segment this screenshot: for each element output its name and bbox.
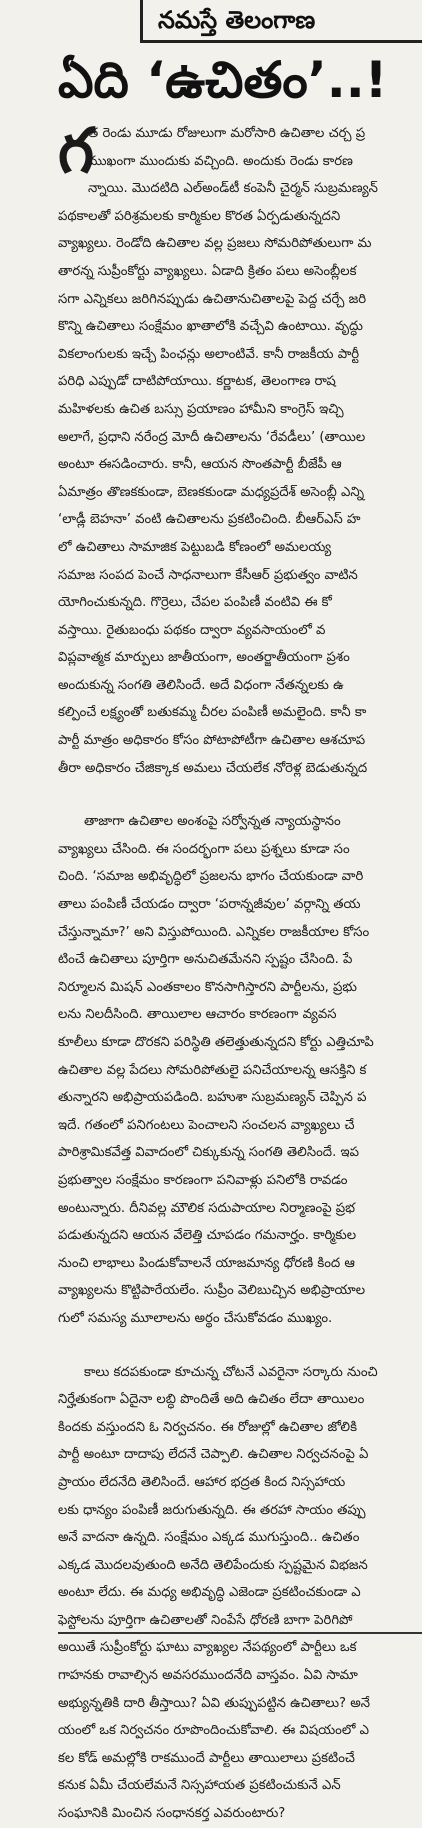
article-line: తారన్న సుప్రీంకోర్టు వ్యాఖ్యలు. ఏడాది క్రితం పలు అసెంబ్లీలక bbox=[58, 263, 357, 279]
article-line: టించే ఉచితాలు పూర్తిగా అనుచితమేనని స్పష్టం చేసింది. పే bbox=[58, 952, 353, 968]
paragraph-gap bbox=[58, 782, 422, 808]
article-line: నిర్హేతుకంగా ఏదైనా లబ్ధి పొందితే అది ఉచితం లేదా తాయిలం bbox=[58, 1392, 365, 1408]
headline: ఏది ‘ఉచితం’..! bbox=[58, 51, 388, 109]
article-line: కొన్ని ఉచితాలు సంక్షేమం ఖాతాలోకి వచ్చేవి ఉంటాయి. వృద్ధు bbox=[58, 319, 363, 335]
article-line: తీరా అధికారం చేజిక్కాక అమలు చేయలేక నోరెళ్ల బెడుతున్నద bbox=[58, 760, 368, 776]
article-line: కల కోడ్ అమల్లోకి రాకముందే పార్టీలు తాయిలాలు ప్రకటించే bbox=[58, 1750, 355, 1766]
article-line: సగా ఎన్నికలు జరిగినప్పుడు ఉచితానుచితాలపై పెద్ద చర్చే జరి bbox=[58, 291, 367, 307]
article-line: ఫెస్టోలను పూర్తిగా ఉచితాలతో నింపేసే ధోరణి బాగా పెరిగిపో bbox=[58, 1612, 353, 1628]
paragraph-gap bbox=[58, 1333, 422, 1359]
paragraph-2 bbox=[58, 808, 422, 1332]
article-line: కల్పించే లక్ష్యంతో బతుకమ్మ చీరల పంపిణీ అమలైంది. కానీ కా bbox=[58, 705, 367, 721]
article-line: పార్టీ అంటూ దాదాపు లేదనే చెప్పాలి. ఉచితాల నిర్వచనంపై ఏ bbox=[58, 1447, 369, 1463]
article-line: చేస్తున్నామా?’ అని విస్తుపోయింది. ఎన్నికల రాజకీయాల కోసం bbox=[58, 924, 370, 940]
article-line: సమాజ సంపద పెంచే సాధనాలుగా కేసీఆర్ ప్రభుత్వం వాటిన bbox=[58, 567, 358, 583]
footer-rule bbox=[58, 1632, 422, 1634]
article-line: వికలాంగులకు ఇచ్చే పింఛన్లు అలాంటివే. కానీ రాజకీయ పార్టీ bbox=[58, 346, 360, 362]
paragraph-2-lines bbox=[58, 808, 422, 1332]
article-line: త రెండు మూడు రోజులుగా మరోసారి ఉచితాల చర్చ ప్ర bbox=[88, 126, 366, 141]
article-line: వ్యాఖ్యలను కొట్టిపారేయలేం. సుప్రీం వెలిబుచ్చిన అభిప్రాయాల bbox=[58, 1283, 366, 1299]
article-line: ఎక్కడ మొదలవుతుంది అనేది తెలిపేందుకు స్పష్టమైన విభజన bbox=[58, 1557, 368, 1573]
article-line: లకు ధాన్యం పంపిణీ జరుగుతున్నది. ఈ తరహా సాయం తప్పు bbox=[58, 1502, 366, 1518]
article-line: చింది. ‘సమాజ అభివృద్ధిలో ప్రజలను భాగం చేయకుండా వారి bbox=[58, 869, 364, 885]
paragraph-1 bbox=[58, 114, 422, 782]
article-line: పడుతున్నదని ఆయన వేలెత్తి చూపడం గమనార్హం. కార్మికుల bbox=[58, 1228, 357, 1244]
article-line: న్నాయి. మొదటిది ఎల్‌అండ్‌టీ కంపెనీ చైర్మన్ సుబ్రమణ్యన్ bbox=[88, 181, 378, 197]
article-line: తాజాగా ఉచితాల అంశంపై సర్వోన్నత న్యాయస్థానం bbox=[84, 814, 341, 830]
article-line: పార్టీ మాత్రం అధికారం కోసం పోటాపోటీగా ఉచితాల ఆశచూప bbox=[58, 733, 366, 749]
article-line: ఉచితాల వల్ల పేదలు సోమరిపోతులై పనిచేయాలన్న ఆసక్తిని క bbox=[58, 1062, 367, 1078]
article-line: పథకాలతో పరిశ్రమలకు కార్మికుల కొరత ఏర్పడుతున్నదని bbox=[58, 208, 341, 224]
paragraph-3 bbox=[58, 1359, 422, 1828]
article-line: నిర్మూలన మిషన్ ఎంతకాలం కొనసాగిస్తారని పార్టీలను, ప్రభు bbox=[58, 979, 357, 995]
article-line: వ్యాఖ్యలు చేసింది. ఈ సందర్భంగా పలు ప్రశ్నలు కూడా సం bbox=[58, 841, 350, 857]
article-line: లో ఉచితాలు సామాజిక పెట్టుబడి కోణంలో అమలయ్య bbox=[58, 539, 332, 555]
article-line: పరిధి ఎప్పుడో దాటిపోయాయి. కర్ణాటక, తెలంగాణ రాష bbox=[58, 374, 336, 390]
article-line: గాహనకు రావాల్సిన అవసరముందనేది వాస్తవం. ఏవి సామా bbox=[58, 1668, 358, 1684]
article-line: కనుక ఏమీ చేయలేమనే నిస్సహాయత ప్రకటించుకునే ఎన్ bbox=[58, 1778, 341, 1794]
paragraph-1-lines bbox=[58, 114, 422, 782]
column-title: నమస్తే తెలంగాణ bbox=[158, 6, 316, 34]
article-line: అభ్యున్నతికి దారి తీస్తాయి? ఏవి తుప్పుపట్టిన ఉచితాలు? అనే bbox=[58, 1695, 371, 1711]
article-line: పారిశ్రామికవేత్త వివాదంలో చిక్కుకున్న సంగతి తెలిసిందే. ఇప bbox=[58, 1145, 359, 1161]
article-line: ప్రాయం లేదనేది తెలిసిందే. ఆహార భద్రత కింద నిస్సహాయ bbox=[58, 1474, 346, 1490]
article-line: తున్నారని అభిప్రాయపడింది. బహుశా సుబ్రమణ్యన్ చెప్పిన ప bbox=[58, 1090, 367, 1106]
paragraph-3-lines bbox=[58, 1359, 422, 1828]
article-line: అంటూ ఈసడించారు. కానీ, ఆయన సొంతపార్టీ బీజేపీ ఆ bbox=[58, 457, 342, 473]
article-line: యంలో ఒక నిర్వచనం రూపొందించుకోవాలి. ఈ విషయంలో ఎ bbox=[58, 1723, 369, 1739]
article-line: కూలీలు కూడా దొరకని పరిస్థితి తలెత్తుతున్నదని కోర్టు ఎత్తిచూపి bbox=[58, 1035, 374, 1050]
article-line: కాలు కదపకుండా కూచున్న చోటనే ఎవరైనా సర్కారు నుంచి bbox=[84, 1364, 378, 1380]
article-line: వస్తాయి. రైతుబంధు పథకం ద్వారా వ్యవసాయంలో వ bbox=[58, 622, 326, 638]
article-line: అలాగే, ప్రధాని నరేంద్ర మోదీ ఉచితాలను ‘రేవడీలు’ (తాయిల bbox=[58, 429, 366, 445]
article-line: గులో సమస్య మూలాలను అర్థం చేసుకోవడం ముఖ్యం. bbox=[58, 1310, 333, 1326]
article-line: వ్యాఖ్యలు. రెండోది ఉచితాల వల్ల ప్రజలు సోమరిపోతులుగా మ bbox=[58, 236, 372, 252]
article-line: ప్రభుత్వాల సంక్షేమం కారణంగా పనివాళ్లు పనిలోకి రావడం bbox=[58, 1172, 348, 1188]
article-line: విప్లవాత్మక మార్పులు జాతీయంగా, అంతర్జాతీయంగా ప్రశం bbox=[58, 650, 350, 666]
article-line: అంటూ లేదు. ఈ మధ్య అభివృద్ధి ఎజెండా ప్రకటించకుండా ఎ bbox=[58, 1585, 361, 1601]
article-line: సంఘానికి మించిన సంధానకర్త ఎవరుంటారు? bbox=[58, 1806, 286, 1822]
article-line: నుంచి లాభాలు పిండుకోవాలనే యాజమాన్య ధోరణి కింద ఆ bbox=[58, 1255, 355, 1271]
drop-cap: గ bbox=[58, 114, 95, 187]
article-line: అయితే సుప్రీంకోర్టు ఘాటు వ్యాఖ్యల నేపథ్యంలో పార్టీలు ఒక bbox=[58, 1640, 357, 1656]
article-line: అందుకున్న సంగతి తెలిసిందే. అదే విధంగా నేతన్నలకు ఉ bbox=[58, 677, 344, 693]
article-line: ఇదే. గతంలో పనిగంటలు పెంచాలని సంచలన వ్యాఖ్యలు చే bbox=[58, 1117, 355, 1133]
article-line: ముఖంగా ముందుకు వచ్చింది. అందుకు రెండు కారణ bbox=[88, 153, 353, 169]
article-line: అంటున్నారు. దీనివల్ల మౌలిక సదుపాయాల నిర్మాణంపై ప్రభ bbox=[58, 1200, 356, 1216]
article-line: ‘లాడ్లీ బెహనా’ వంటి ఉచితాలను ప్రకటించింది. బీఆర్ఎస్ హ bbox=[58, 512, 361, 528]
article-body bbox=[58, 114, 422, 1828]
article-line: కిందకు వస్తుందని ఓ నిర్వచనం. ఈ రోజుల్లో ఉచితాల జోలికి bbox=[58, 1419, 357, 1435]
article-line: అనే వాదనా ఉన్నది. సంక్షేమం ఎక్కడ ముగుస్తుంది.. ఉచితం bbox=[58, 1530, 360, 1546]
article-line: మహిళలకు ఉచిత బస్సు ప్రయాణం హామీని కాంగ్రెస్ ఇచ్చి bbox=[58, 401, 344, 417]
article-line: ఏమాత్రం తొణకకుండా, బెణకకుండా మధ్యప్రదేశ్ అసెంబ్లీ ఎన్ని bbox=[58, 484, 365, 500]
article-line: యోగించుకున్నది. గొర్రెలు, చేపల పంపిణీ వంటివి ఈ కో bbox=[58, 595, 332, 611]
article-line: లను నిలదీసింది. తాయిలాల ఆచారం కారణంగా వ్యవస bbox=[58, 1007, 337, 1023]
article-line: తాలు పంపిణీ చేయడం ద్వారా ‘పరాన్నజీవుల’ వర్గాన్ని తయ bbox=[58, 897, 361, 913]
